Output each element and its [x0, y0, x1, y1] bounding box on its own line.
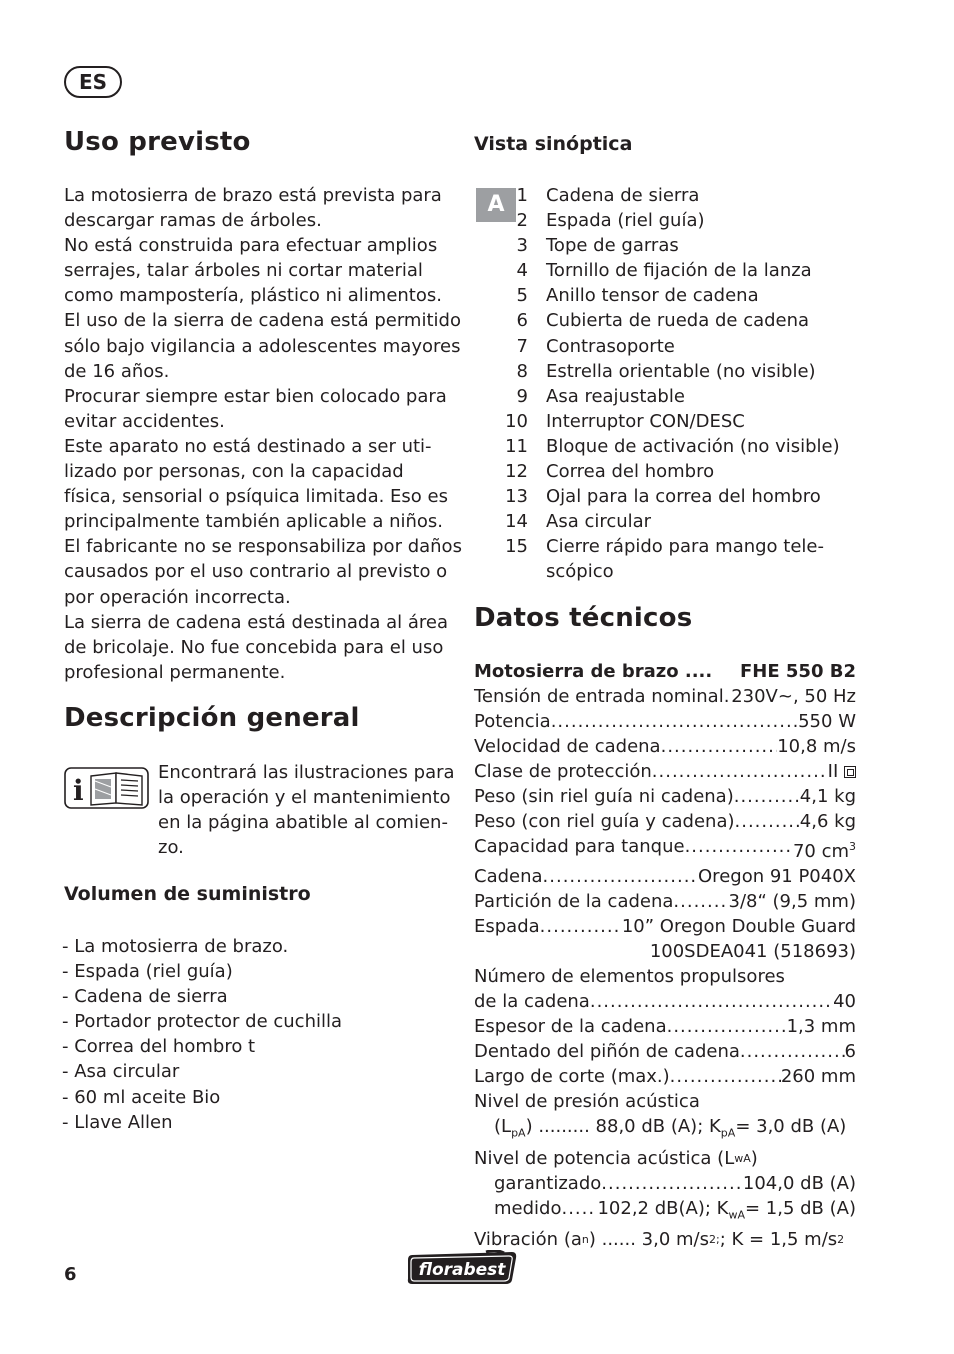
descripcion-general-title: Descripción general: [64, 703, 360, 733]
list-item: [474, 459, 858, 484]
list-item: - Espada (riel guía): [62, 961, 233, 983]
tech-row: Dentado del piñón de cadena ..... 6: [474, 1039, 856, 1064]
body-line: de bricolaje. No fue concebida para el uso: [64, 636, 444, 658]
body-line: descargar ramas de árboles.: [64, 210, 322, 232]
item-label: Asa circular: [546, 511, 652, 533]
item-number: 6: [516, 310, 528, 332]
info-manual-icon: [64, 767, 149, 809]
body-line: la operación y el mantenimiento: [158, 787, 451, 809]
tech-row: Velocidad de cadena ..... 10,8 m/s: [474, 734, 856, 759]
list-item: [474, 484, 858, 509]
body-line: Procurar siempre estar bien colocado para: [64, 385, 447, 407]
item-label: Bloque de activación (no visible): [546, 435, 840, 457]
tech-row: Partición de la cadena ..... 3/8“ (9,5 mm): [474, 889, 856, 914]
tech-row: Cadena ..... Oregon 91 P040X: [474, 864, 856, 889]
body-line: La sierra de cadena está destinada al área: [64, 611, 448, 633]
item-number: 11: [505, 435, 528, 457]
tech-row: $(L_{pA})$ ......... 88,0 dB (A); $K_{pA}= 3,0$ dB (A): [494, 1116, 847, 1140]
list-item: - Llave Allen: [62, 1111, 173, 1133]
double-insulation-icon: [844, 766, 856, 778]
vista-sinoptica-list: [474, 183, 858, 585]
body-line: zo.: [158, 837, 184, 859]
body-line: serrajes, talar árboles ni cortar material: [64, 260, 423, 282]
item-label: Tornillo de fijación de la lanza: [546, 260, 812, 282]
item-number: 8: [516, 360, 528, 382]
item-number: 2: [516, 210, 528, 232]
body-line: de 16 años.: [64, 360, 170, 382]
item-number: 13: [505, 486, 528, 508]
body-line: Este aparato no está destinado a ser uti-: [64, 435, 432, 457]
tech-row: Espada ..... 10” Oregon Double Guard: [474, 914, 856, 939]
item-number: 5: [516, 285, 528, 307]
datos-tecnicos-title: Datos técnicos: [474, 603, 693, 633]
volumen-suministro-list: [62, 934, 452, 1135]
body-line: principalmente también aplicable a niños.: [64, 511, 444, 533]
tech-row: 100SDEA041 (518693): [649, 941, 856, 962]
item-label: Correa del hombro: [546, 461, 715, 483]
page-number: 6: [64, 1264, 77, 1285]
item-number: 4: [516, 260, 528, 282]
item-label: Tope de garras: [546, 235, 679, 257]
body-line: La motosierra de brazo está prevista para: [64, 185, 442, 206]
body-line: Encontrará las ilustraciones para: [158, 762, 455, 783]
body-line: lizado por personas, con la capacidad: [64, 461, 404, 483]
figure-a-badge: A: [476, 188, 516, 222]
tech-header-label: Motosierra de brazo ....: [474, 661, 713, 682]
datos-tecnicos-table: [474, 659, 856, 1252]
item-number: 10: [505, 410, 528, 432]
descripcion-general-body: [158, 760, 458, 860]
body-line: El fabricante no se responsabiliza por daños: [64, 536, 462, 558]
volumen-suministro-title: Volumen de suministro: [64, 883, 311, 905]
body-line: El uso de la sierra de cadena está permitido: [64, 310, 461, 332]
svg-text:florabest: florabest: [418, 1260, 506, 1280]
tech-row: Potencia ..... 550 W: [474, 709, 856, 734]
list-item: - La motosierra de brazo.: [62, 936, 289, 957]
item-label: Cierre rápido para mango tele- scópico: [546, 536, 824, 583]
list-item: [474, 509, 858, 534]
tech-row: Peso (con riel guía y cadena) ..... 4,6 kg: [474, 809, 856, 834]
tech-header-value: FHE 550 B2: [739, 661, 856, 682]
list-item: - Portador protector de cuchilla: [62, 1011, 343, 1033]
list-item: [474, 534, 858, 584]
item-label: Cubierta de rueda de cadena: [546, 310, 810, 332]
body-line: sólo bajo vigilancia a adolescentes mayores: [64, 335, 461, 357]
item-number: 12: [505, 461, 528, 483]
list-item: [474, 359, 858, 384]
body-line: causados por el uso contrario al previsto o: [64, 561, 448, 583]
body-line: evitar accidentes.: [64, 410, 225, 432]
body-line: por operación incorrecta.: [64, 586, 291, 608]
list-item: [474, 308, 858, 333]
list-item: - Correa del hombro t: [62, 1036, 256, 1058]
list-item: [474, 208, 858, 233]
item-label: Interruptor CON/DESC: [546, 410, 745, 432]
item-label: Cadena de sierra: [546, 185, 700, 206]
body-line: profesional permanente.: [64, 661, 286, 683]
tech-row: garantizado ..... 104,0 dB (A): [474, 1171, 856, 1196]
list-item: [474, 283, 858, 308]
tech-row: Espesor de la cadena ..... 1,3 mm: [474, 1014, 856, 1039]
item-label: Contrasoporte: [546, 335, 675, 357]
list-item: [474, 334, 858, 359]
item-number: 3: [516, 235, 528, 257]
tech-row: Tensión de entrada nominal ..... 230V~, 50 Hz: [474, 684, 856, 709]
body-line: No está construida para efectuar amplios: [64, 235, 438, 257]
uso-previsto-body: [64, 183, 462, 685]
list-item: [474, 258, 858, 283]
tech-row: Capacidad para tanque ..... 70 $cm^3$: [474, 834, 856, 864]
item-number: 14: [505, 511, 528, 533]
item-label: Ojal para la correa del hombro: [546, 486, 821, 508]
item-number: 7: [516, 335, 528, 357]
list-item: - 60 ml aceite Bio: [62, 1086, 221, 1108]
florabest-logo: [406, 1250, 518, 1286]
item-number: 1: [516, 185, 528, 206]
body-line: en la página abatible al comien-: [158, 812, 448, 834]
list-item: [474, 384, 858, 409]
language-badge: ES: [64, 66, 122, 98]
tech-row: Número de elementos propulsores: [474, 966, 785, 987]
list-item: - Cadena de sierra: [62, 986, 228, 1008]
tech-row: Largo de corte (max.) ..... 260 mm: [474, 1064, 856, 1089]
list-item: [474, 409, 858, 434]
item-label: Estrella orientable (no visible): [546, 360, 816, 382]
body-line: como mampostería, plástico ni alimentos.: [64, 285, 442, 307]
tech-header: [474, 659, 856, 684]
tech-row: Vibración (a n ) ...... 3,0 m/s 2; ; K = 1,5 m/s 2: [474, 1229, 845, 1251]
item-number: 9: [516, 385, 528, 407]
tech-row: Peso (sin riel guía ni cadena) ..... 4,1 kg: [474, 784, 856, 809]
list-item: [474, 183, 858, 208]
body-line: física, sensorial o psíquica limitada. Eso es: [64, 486, 448, 508]
tech-row: Nivel de presión acústica: [474, 1091, 700, 1112]
list-item: [474, 434, 858, 459]
svg-text:i: i: [73, 774, 84, 807]
item-label: Asa reajustable: [546, 385, 685, 407]
item-label: Anillo tensor de cadena: [546, 285, 759, 307]
item-number: 15: [505, 536, 528, 558]
tech-row: Nivel de potencia acústica (L wA ): [474, 1147, 758, 1169]
tech-row: Clase de protección ..... II: [474, 759, 856, 784]
uso-previsto-title: Uso previsto: [64, 127, 251, 157]
vista-sinoptica-title: Vista sinóptica: [474, 133, 633, 155]
tech-row: medido ..... 102,2 dB(A); $K_{wA}= 1,5$ dB (A): [474, 1196, 856, 1228]
list-item: - Asa circular: [62, 1061, 180, 1083]
item-label: Espada (riel guía): [546, 210, 705, 232]
tech-row: de la cadena ..... 40: [474, 989, 856, 1014]
list-item: [474, 233, 858, 258]
